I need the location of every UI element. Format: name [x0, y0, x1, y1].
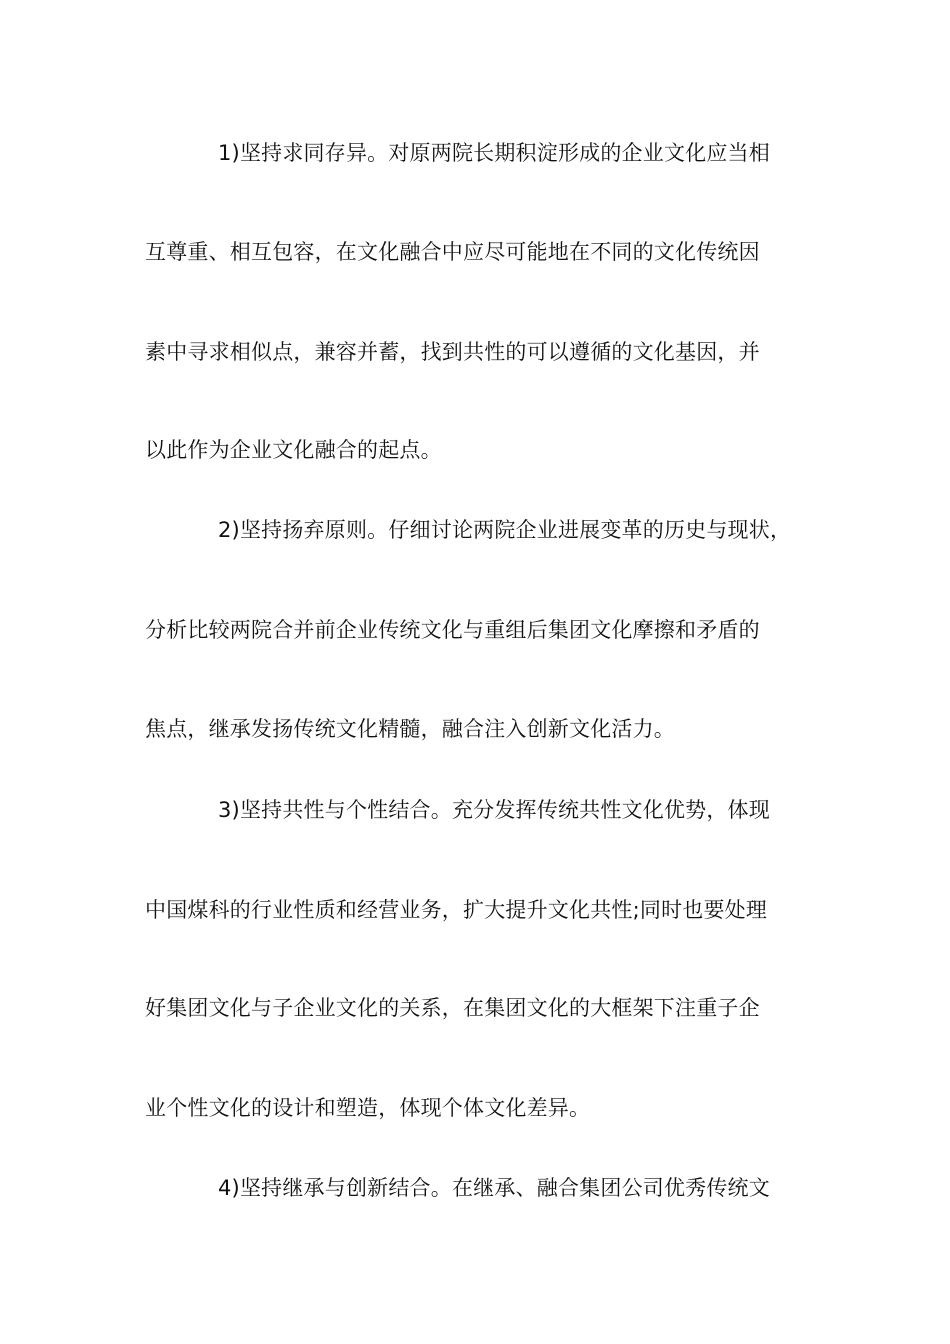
paragraph-3-line-1: 3)坚持共性与个性结合。充分发挥传统共性文化优势，体现	[218, 798, 770, 822]
paragraph-4-line-1: 4)坚持继承与创新结合。在继承、融合集团公司优秀传统文	[218, 1176, 770, 1200]
paragraph-1-line-4: 以此作为企业文化融合的起点。	[145, 438, 442, 462]
paragraph-2-line-2: 分析比较两院合并前企业传统文化与重组后集团文化摩擦和矛盾的	[145, 618, 760, 642]
paragraph-2-line-3: 焦点，继承发扬传统文化精髓，融合注入创新文化活力。	[145, 717, 675, 741]
paragraph-3-line-2: 中国煤科的行业性质和经营业务，扩大提升文化共性;同时也要处理	[145, 898, 768, 922]
paragraph-1-line-2: 互尊重、相互包容，在文化融合中应尽可能地在不同的文化传统因	[145, 240, 760, 264]
paragraph-3-line-4: 业个性文化的设计和塑造，体现个体文化差异。	[145, 1096, 591, 1120]
paragraph-1-line-3: 素中寻求相似点，兼容并蓄，找到共性的可以遵循的文化基因，并	[145, 340, 760, 364]
paragraph-3-line-3: 好集团文化与子企业文化的关系，在集团文化的大框架下注重子企	[145, 996, 760, 1020]
paragraph-2-line-1: 2)坚持扬弃原则。仔细讨论两院企业进展变革的历史与现状，	[218, 518, 792, 542]
paragraph-1-line-1: 1)坚持求同存异。对原两院长期积淀形成的企业文化应当相	[218, 141, 770, 165]
